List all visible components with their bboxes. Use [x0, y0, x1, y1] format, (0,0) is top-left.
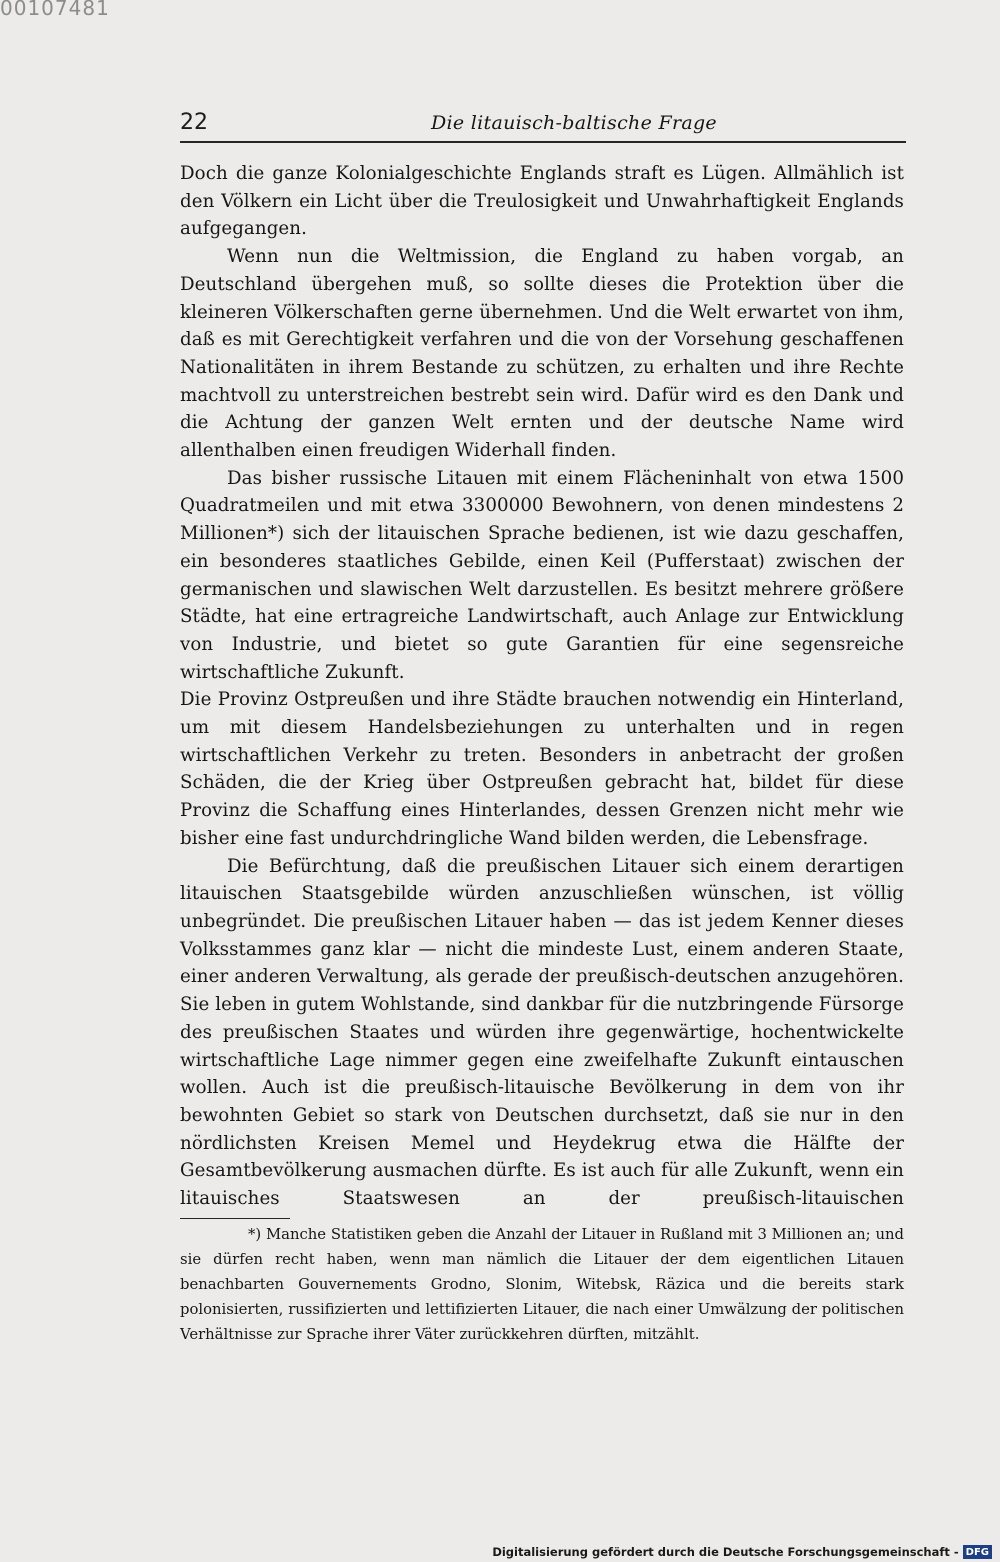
- scan-identifier: 00107481: [0, 0, 110, 20]
- page-number: 22: [180, 110, 208, 135]
- digitization-credit: [492, 1544, 992, 1560]
- paragraph-5: Die Befürchtung, daß die preußischen Litauer sich einem derartigen litauischen Staatsgebilde würden anzuschließen wünschen, ist völlig unbegründet. Die preußischen Litauer haben — das ist jedem Kenner dieses Volksstammes ganz klar — nicht die mindeste Lust, einem anderen Staate, einer anderen Verwaltung, als gerade der preußisch-deutschen anzugehören. Sie leben in gutem Wohlstande, sind dankbar für die nutzbringende Fürsorge des preußischen Staates und würden ihre gegenwärtige, hochentwickelte wirtschaftliche Lage nimmer gegen eine zweifelhafte Zukunft eintauschen wollen. Auch ist die preußisch-litauische Bevölkerung in dem von ihr bewohnten Gebiet so stark von Deutschen durchsetzt, daß sie nur in den nördlichsten Kreisen Memel und Heydekrug etwa die Hälfte der Gesamtbevölkerung ausmachen dürfte. Es ist auch für alle Zukunft, wenn ein litauisches Staatswesen an der preußisch-litauischen: [180, 855, 904, 1210]
- credit-text: Digitalisierung gefördert durch die Deutsche Forschungsgemeinschaft -: [492, 1545, 959, 1559]
- page-header: [180, 108, 906, 140]
- running-title: Die litauisch-baltische Frage: [431, 112, 717, 134]
- paragraph-3: Das bisher russische Litauen mit einem Flächeninhalt von etwa 1500 Quadratmeilen und mit etwa 3300000 Bewohnern, von denen mindestens 2 Millionen*) sich der litauischen Sprache bedienen, ist wie dazu geschaffen, ein besonderes staatliches Gebilde, einen Keil (Pufferstaat) zwischen der germanischen und slawischen Welt darzustellen. Es besitzt mehrere größere Städte, hat eine ertragreiche Landwirtschaft, auch Anlage zur Entwicklung von Industrie, und bietet so gute Garantien für eine segensreiche wirtschaftliche Zukunft.: [180, 467, 904, 683]
- dfg-logo: DFG: [963, 1545, 992, 1559]
- footnote-rule: [180, 1218, 290, 1219]
- body-text: [180, 160, 904, 1213]
- paragraph-2: Wenn nun die Weltmission, die England zu haben vorgab, an Deutschland übergehen muß, so sollte dieses die Protektion über die kleineren Völkerschaften gerne übernehmen. Und die Welt erwartet von ihm, daß es mit Gerechtigkeit verfahren und die von der Vorsehung geschaffenen Nationalitäten in ihrem Bestande zu schützen, zu erhalten und ihre Rechte machtvoll zu unterstreichen bestrebt sein wird. Dafür wird es den Dank und die Achtung der ganzen Welt ernten und der deutsche Name wird allenthalben einen freudigen Widerhall finden.: [180, 246, 904, 462]
- paragraph-4: Die Provinz Ostpreußen und ihre Städte brauchen notwendig ein Hinterland, um mit diesem Handelsbeziehungen zu unterhalten und in regen wirtschaftlichen Verkehr zu treten. Besonders in anbetracht der großen Schäden, die der Krieg über Ostpreußen gebracht hat, bildet für diese Provinz die Schaffung eines Hinterlandes, dessen Grenzen nicht mehr wie bisher eine fast undurchdringliche Wand bilden werden, die Lebensfrage.: [180, 689, 904, 849]
- paragraph-1: Doch die ganze Kolonialgeschichte Englands straft es Lügen. Allmählich ist den Völkern ein Licht über die Treulosigkeit und Unwahrhaftigkeit Englands aufgegangen.: [180, 163, 904, 240]
- header-rule: [180, 141, 906, 143]
- footnote: *) Manche Statistiken geben die Anzahl der Litauer in Rußland mit 3 Millionen an; und sie dürfen recht haben, wenn man nämlich die Litauer der dem eigentlichen Litauen benachbarten Gouvernements Grodno, Slonim, Witebsk, Räzica und die bereits stark polonisierten, russifizierten und lettifizierten Litauer, die nach einer Umwälzung der politischen Verhältnisse zur Sprache ihrer Väter zurückkehren dürften, mitzählt.: [180, 1226, 904, 1343]
